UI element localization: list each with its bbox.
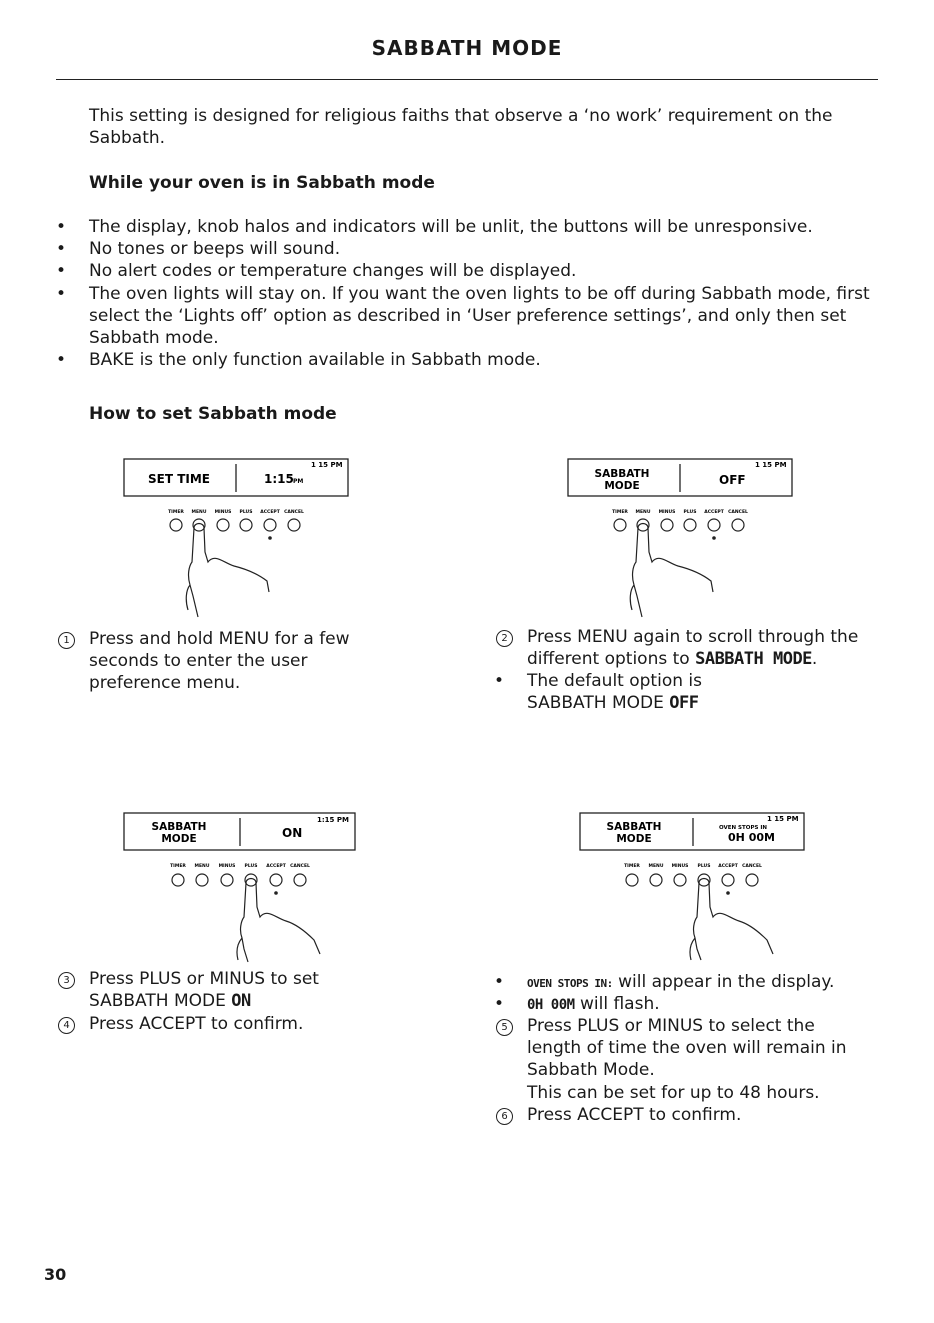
right-bullet-2-text: will flash.	[574, 994, 660, 1014]
list-item: The oven lights will stay on. If you want the oven lights to be off during Sabbath mode, first select the ‘Lights off’ option as described in ‘User preference settings’, and only then set Sabbath mode.	[89, 284, 870, 348]
button-label: PLUS	[697, 864, 711, 869]
right-bullet-1-text: will appear in the display.	[612, 972, 835, 992]
list-item: The display, knob halos and indicators will be unlit, the buttons will be unresponsive.	[89, 217, 813, 237]
step-2-text	[527, 626, 887, 670]
cancel-button-icon	[746, 874, 758, 886]
step-number-4: 4	[58, 1017, 75, 1034]
step-3-body: Press PLUS or MINUS to set SABBATH MODE	[89, 969, 319, 1011]
list-item: BAKE is the only function available in Sabbath mode.	[89, 350, 541, 370]
step-5-text: Press PLUS or MINUS to select the length of time the oven will remain in Sabbath Mode.	[527, 1016, 847, 1080]
accept-button-icon	[722, 874, 734, 886]
cancel-button-icon	[294, 874, 306, 886]
control-panel-illustration-2	[554, 450, 814, 625]
bullet-marker: •	[494, 671, 505, 691]
step-4-text: Press ACCEPT to confirm.	[89, 1014, 304, 1034]
bullet-marker: •	[56, 284, 67, 304]
button-label: MENU	[194, 864, 210, 869]
button-label: MINUS	[214, 510, 232, 515]
display-left-text: SABBATH MODE	[594, 468, 650, 492]
button-label: PLUS	[683, 510, 697, 515]
step-6-text: Press ACCEPT to confirm.	[527, 1105, 742, 1125]
timer-button-icon	[172, 874, 184, 886]
display-right-text: OFF	[719, 473, 746, 487]
page-number: 30	[44, 1265, 67, 1284]
timer-button-icon	[614, 519, 626, 531]
button-label: MINUS	[671, 864, 689, 869]
button-label: TIMER	[170, 864, 186, 869]
title-divider	[56, 79, 878, 80]
pointing-hand-icon	[630, 524, 713, 618]
button-label: MINUS	[658, 510, 676, 515]
button-label: CANCEL	[742, 864, 762, 869]
button-label: TIMER	[168, 510, 184, 515]
plus-button-icon	[240, 519, 252, 531]
cancel-button-icon	[732, 519, 744, 531]
list-item: No tones or beeps will sound.	[89, 239, 341, 259]
step-number-2: 2	[496, 630, 513, 647]
how-heading: How to set Sabbath mode	[89, 404, 337, 424]
pointing-hand-icon	[186, 524, 269, 618]
minus-button-icon	[661, 519, 673, 531]
button-label: MINUS	[218, 864, 236, 869]
display-right-text: 1:15	[264, 472, 294, 486]
bullet-marker: •	[494, 994, 505, 1014]
display-oven-stops: OVEN STOPS IN	[719, 825, 768, 831]
timer-button-icon	[170, 519, 182, 531]
button-label: ACCEPT	[266, 864, 286, 869]
control-panel-illustration-4	[568, 804, 828, 969]
button-label: PLUS	[239, 510, 253, 515]
display-pm-text: PM	[293, 478, 304, 485]
accept-button-icon	[264, 519, 276, 531]
while-heading: While your oven is in Sabbath mode	[89, 173, 435, 193]
lcd-duration: 0H 00M	[527, 997, 575, 1013]
pointing-hand-icon	[690, 879, 773, 961]
display-clock: 1 15 PM	[767, 815, 799, 823]
pointing-hand-icon	[237, 879, 320, 963]
bullet-marker: •	[56, 217, 67, 237]
button-label: CANCEL	[728, 510, 748, 515]
right-bullet-1	[527, 971, 887, 995]
button-label: MENU	[191, 510, 207, 515]
accept-button-icon	[708, 519, 720, 531]
step-3-text	[89, 968, 349, 1012]
display-left-text: SABBATH MODE	[151, 821, 207, 845]
lcd-on: ON	[231, 991, 251, 1011]
step-2-end: .	[811, 649, 818, 669]
step-number-3: 3	[58, 972, 75, 989]
step-number-6: 6	[496, 1108, 513, 1125]
right-bullet-2	[527, 993, 887, 1016]
intro-paragraph: This setting is designed for religious faiths that observe a ‘no work’ requirement on the Sabbath.	[89, 106, 833, 148]
bullet-marker: •	[56, 261, 67, 281]
display-clock: 1 15 PM	[311, 461, 343, 469]
minus-button-icon	[221, 874, 233, 886]
bullet-marker: •	[56, 350, 67, 370]
page-title: SABBATH MODE	[371, 36, 563, 60]
step-2-body: Press MENU again to scroll through the different options to	[527, 627, 859, 669]
button-label: ACCEPT	[718, 864, 738, 869]
display-clock: 1 15 PM	[755, 461, 787, 469]
step-5-note: This can be set for up to 48 hours.	[527, 1083, 820, 1103]
control-panel-illustration-1	[110, 450, 370, 625]
display-right-text: ON	[282, 826, 303, 840]
step-number-5: 5	[496, 1019, 513, 1036]
lcd-oven-stops: OVEN STOPS IN:	[527, 977, 613, 990]
lcd-sabbath-mode: SABBATH MODE	[695, 649, 812, 669]
button-label: TIMER	[612, 510, 628, 515]
menu-button-icon	[196, 874, 208, 886]
button-label: CANCEL	[290, 864, 310, 869]
button-label: PLUS	[244, 864, 258, 869]
menu-button-icon	[650, 874, 662, 886]
button-label: ACCEPT	[260, 510, 280, 515]
accept-button-icon	[270, 874, 282, 886]
step-2-bullet	[527, 670, 757, 714]
timer-button-icon	[626, 874, 638, 886]
button-label: MENU	[635, 510, 651, 515]
button-label: CANCEL	[284, 510, 304, 515]
plus-button-icon	[684, 519, 696, 531]
button-label: ACCEPT	[704, 510, 724, 515]
display-left-text: SET TIME	[148, 472, 210, 486]
bullet-marker: •	[56, 239, 67, 259]
minus-button-icon	[217, 519, 229, 531]
list-item: No alert codes or temperature changes will be displayed.	[89, 261, 577, 281]
display-clock: 1:15 PM	[317, 816, 349, 824]
step-number-1: 1	[58, 632, 75, 649]
button-label: TIMER	[624, 864, 640, 869]
display-right-text: 0H 00M	[728, 831, 775, 844]
step-1-text: Press and hold MENU for a few seconds to enter the user preference menu.	[89, 629, 350, 693]
step-2-bullet-text: The default option is SABBATH MODE	[527, 671, 702, 713]
control-panel-illustration-3	[110, 804, 370, 969]
lcd-off: OFF	[669, 693, 699, 713]
minus-button-icon	[674, 874, 686, 886]
cancel-button-icon	[288, 519, 300, 531]
bullet-marker: •	[494, 972, 505, 992]
button-label: MENU	[648, 864, 664, 869]
display-left-text: SABBATH MODE	[606, 821, 662, 845]
